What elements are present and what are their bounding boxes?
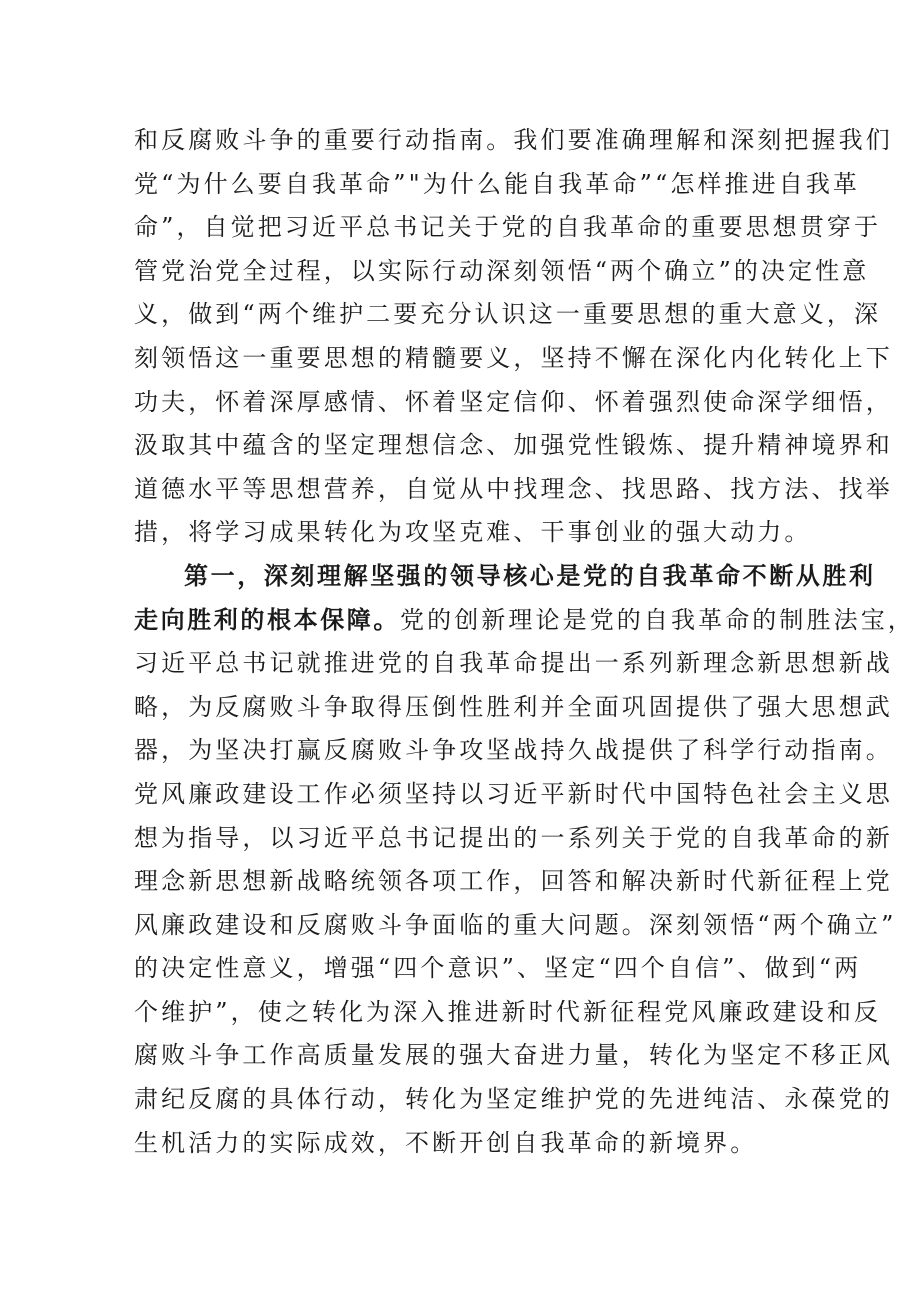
text-line: 理念新思想新战略统领各项工作，回答和解决新时代新征程上党: [134, 867, 893, 896]
text-line: 义，做到“两个维护二要充分认识这一重要思想的重大意义，深: [134, 300, 882, 329]
text-line: 措，将学习成果转化为攻坚克难、干事创业的强大动力。: [134, 518, 812, 547]
text-line: 想为指导，以习近平总书记提出的一系列关于党的自我革命的新: [134, 823, 893, 852]
text-line: 的决定性意义，增强“四个意识”、坚定“四个自信”、做到“两: [134, 954, 862, 983]
paragraph-1: [134, 119, 893, 555]
text-line: 命”，自觉把习近平总书记关于党的自我革命的重要思想贯穿于: [134, 213, 882, 242]
text-line: 功夫，怀着深厚感情、怀着坚定信仰、怀着强烈使命深学细悟，: [134, 387, 893, 416]
document-body: [134, 119, 915, 1165]
text-run: 党的创新理论是党的自我革命的制胜法宝，: [400, 605, 915, 634]
text-line: 器，为坚决打赢反腐败斗争攻坚战持久战提供了科学行动指南。: [134, 736, 893, 765]
text-line: 风廉政建设和反腐败斗争面临的重大问题。深刻领悟“两个确立”: [134, 910, 897, 939]
text-line: 略，为反腐败斗争取得压倒性胜利并全面巩固提供了强大思想武: [134, 692, 893, 721]
text-line: 和反腐败斗争的重要行动指南。我们要准确理解和深刻把握我们: [134, 126, 893, 154]
section-heading-end: 走向胜利的根本保障。: [134, 605, 400, 634]
text-line: 党风廉政建设工作必须坚持以习近平新时代中国特色社会主义思: [134, 779, 893, 808]
section-heading: 第一，深刻理解坚强的领导核心是党的自我革命不断从胜利: [184, 561, 876, 590]
text-line: [134, 555, 876, 599]
text-line: 道德水平等思想营养，自觉从中找理念、找思路、找方法、找举: [134, 474, 893, 503]
text-line: 管党治党全过程，以实际行动深刻领悟“两个确立”的决定性意: [134, 256, 870, 285]
text-line: 刻领悟这一重要思想的精髓要义，坚持不懈在深化内化转化上下: [134, 343, 893, 372]
text-line: 习近平总书记就推进党的自我革命提出一系列新理念新思想新战: [134, 649, 893, 678]
paragraph-2: [134, 555, 915, 1165]
text-line: 个维护”，使之转化为深入推进新时代新征程党风廉政建设和反: [134, 997, 882, 1026]
text-line: 腐败斗争工作高质量发展的强大奋进力量，转化为坚定不移正风: [134, 1041, 893, 1070]
text-line: 生机活力的实际成效，不断开创自我革命的新境界。: [134, 1128, 758, 1157]
text-line: [134, 599, 915, 643]
text-line: 党“为什么要自我革命”"为什么能自我革命”“怎样推进自我革: [134, 169, 861, 198]
text-line: 汲取其中蕴含的坚定理想信念、加强党性锻炼、提升精神境界和: [134, 431, 893, 460]
text-line: 肃纪反腐的具体行动，转化为坚定维护党的先进纯洁、永葆党的: [134, 1085, 893, 1114]
